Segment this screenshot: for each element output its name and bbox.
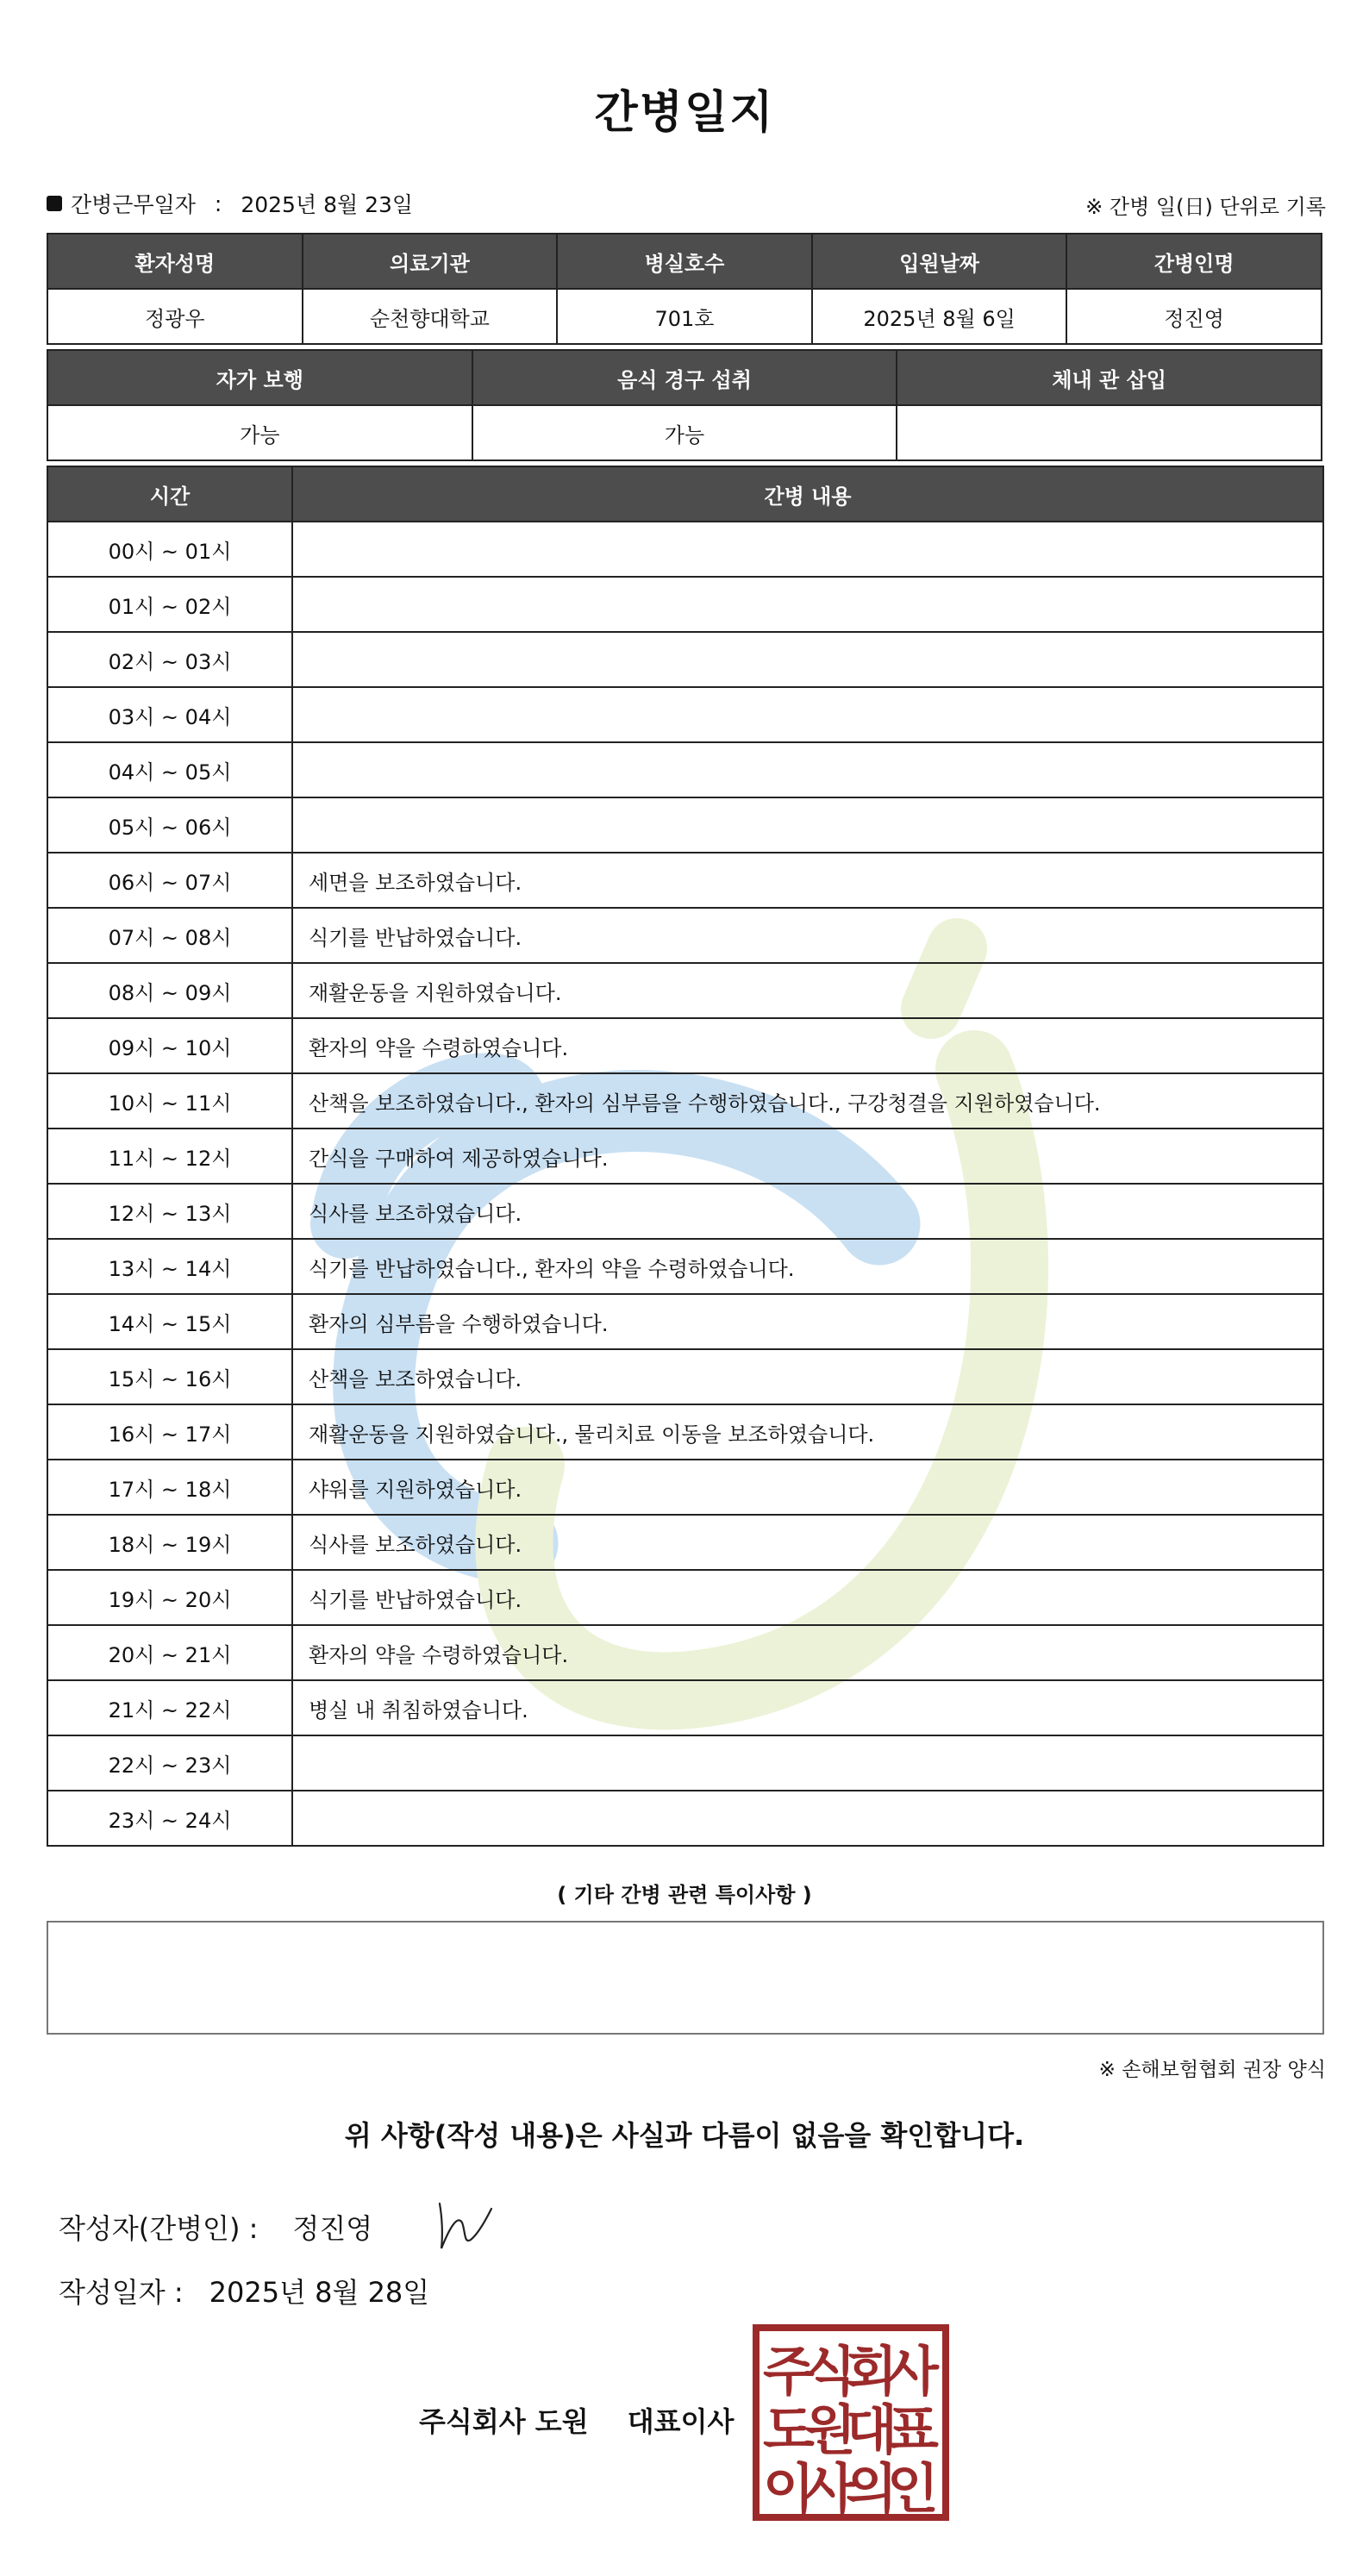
header-time: 시간 <box>47 466 292 522</box>
care-content <box>292 577 1323 632</box>
confirmation-statement: 위 사항(작성 내용)은 사실과 다름이 없음을 확인합니다. <box>344 2119 1025 2152</box>
time-slot: 09시 ~ 10시 <box>47 1018 292 1073</box>
svg-text:원: 원 <box>804 2398 856 2461</box>
table-row <box>47 1073 1323 1129</box>
institution: 순천향대학교 <box>303 289 558 344</box>
care-content: 산책을 보조하였습니다. <box>292 1349 1323 1404</box>
oral-intake-value: 가능 <box>472 405 897 460</box>
signature <box>431 2197 509 2257</box>
time-slot: 01시 ~ 02시 <box>47 577 292 632</box>
room-number: 701호 <box>557 289 812 344</box>
header-care-content: 간병 내용 <box>292 466 1323 522</box>
page-title: 간병일지 <box>594 87 775 139</box>
table-row <box>47 522 1323 577</box>
notes-box <box>47 1921 1324 2035</box>
svg-text:사: 사 <box>804 2457 856 2520</box>
table-row <box>47 1184 1323 1239</box>
care-content: 산책을 보조하였습니다., 환자의 심부름을 수행하였습니다., 구강청결을 지원하였습니다. <box>292 1073 1323 1129</box>
time-slot: 12시 ~ 13시 <box>47 1184 292 1239</box>
table-row <box>47 1349 1323 1404</box>
time-slot: 07시 ~ 08시 <box>47 908 292 963</box>
self-walking-value: 가능 <box>47 405 472 460</box>
header-self-walking: 자가 보행 <box>47 350 472 405</box>
time-slot: 10시 ~ 11시 <box>47 1073 292 1129</box>
table-row <box>47 1404 1323 1460</box>
care-content: 세면을 보조하였습니다. <box>292 853 1323 908</box>
svg-text:표: 표 <box>887 2398 939 2461</box>
table-row <box>47 687 1323 742</box>
time-slot: 06시 ~ 07시 <box>47 853 292 908</box>
care-content <box>292 742 1323 797</box>
header-oral-intake: 음식 경구 섭취 <box>472 350 897 405</box>
care-content <box>292 797 1323 853</box>
header-tube-insertion: 체내 관 삽입 <box>897 350 1322 405</box>
header-institution: 의료기관 <box>303 234 558 289</box>
time-slot: 14시 ~ 15시 <box>47 1294 292 1349</box>
admission-date: 2025년 8월 6일 <box>812 289 1067 344</box>
caregiver-name: 정진영 <box>1066 289 1322 344</box>
care-content <box>292 1791 1323 1846</box>
time-slot: 16시 ~ 17시 <box>47 1404 292 1460</box>
time-slot: 13시 ~ 14시 <box>47 1239 292 1294</box>
time-slot: 17시 ~ 18시 <box>47 1460 292 1515</box>
write-date-line <box>59 2271 429 2310</box>
svg-text:주: 주 <box>763 2340 815 2403</box>
time-slot: 03시 ~ 04시 <box>47 687 292 742</box>
table-row <box>47 908 1323 963</box>
table-row <box>47 632 1323 687</box>
ceo-title: 대표이사 <box>627 2405 735 2438</box>
table-row <box>47 1680 1323 1735</box>
time-slot: 05시 ~ 06시 <box>47 797 292 853</box>
care-content: 식기를 반납하였습니다., 환자의 약을 수령하였습니다. <box>292 1239 1323 1294</box>
company-name: 주식회사 도원 <box>419 2405 589 2438</box>
time-slot: 23시 ~ 24시 <box>47 1791 292 1846</box>
svg-text:이: 이 <box>763 2457 815 2520</box>
bullet-square-icon <box>47 196 62 211</box>
care-content: 병실 내 취침하였습니다. <box>292 1680 1323 1735</box>
time-slot: 04시 ~ 05시 <box>47 742 292 797</box>
care-content: 식사를 보조하였습니다. <box>292 1515 1323 1570</box>
svg-text:사: 사 <box>887 2340 939 2403</box>
table-row <box>47 1239 1323 1294</box>
time-slot: 11시 ~ 12시 <box>47 1129 292 1184</box>
table-row <box>47 1018 1323 1073</box>
time-slot: 18시 ~ 19시 <box>47 1515 292 1570</box>
header-patient-name: 환자성명 <box>47 234 303 289</box>
care-log-table <box>47 466 1324 1847</box>
time-slot: 00시 ~ 01시 <box>47 522 292 577</box>
work-date-label: 간병근무일자 <box>71 192 196 217</box>
patient-info-table <box>47 233 1322 345</box>
care-content: 샤워를 지원하였습니다. <box>292 1460 1323 1515</box>
write-date-label: 작성일자 : <box>59 2276 184 2309</box>
notes-title: ( 기타 간병 관련 특이사항 ) <box>557 1883 812 1907</box>
svg-text:인: 인 <box>887 2457 939 2520</box>
patient-name: 정광우 <box>47 289 303 344</box>
table-row <box>47 797 1323 853</box>
form-footnote: ※ 손해보험협회 권장 양식 <box>1098 2059 1326 2081</box>
care-content <box>292 632 1323 687</box>
table-row <box>47 1625 1323 1680</box>
writer-line <box>59 2207 372 2247</box>
table-row <box>47 1129 1323 1184</box>
time-slot: 02시 ~ 03시 <box>47 632 292 687</box>
care-content: 식사를 보조하였습니다. <box>292 1184 1323 1239</box>
table-row <box>47 1791 1323 1846</box>
time-slot: 19시 ~ 20시 <box>47 1570 292 1625</box>
table-row <box>47 853 1323 908</box>
work-date <box>47 188 413 219</box>
table-row <box>47 1735 1323 1791</box>
work-date-value: 2025년 8월 23일 <box>241 192 414 217</box>
write-date-value: 2025년 8월 28일 <box>209 2276 430 2309</box>
header-caregiver-name: 간병인명 <box>1066 234 1322 289</box>
care-content: 재활운동을 지원하였습니다. <box>292 963 1323 1018</box>
time-slot: 22시 ~ 23시 <box>47 1735 292 1791</box>
header-admission-date: 입원날짜 <box>812 234 1067 289</box>
care-content: 환자의 약을 수령하였습니다. <box>292 1018 1323 1073</box>
time-slot: 15시 ~ 16시 <box>47 1349 292 1404</box>
care-content: 환자의 심부름을 수행하였습니다. <box>292 1294 1323 1349</box>
svg-text:회: 회 <box>846 2340 897 2403</box>
writer-label: 작성자(간병인) : <box>59 2212 259 2245</box>
svg-text:도: 도 <box>763 2398 815 2461</box>
table-row <box>47 1570 1323 1625</box>
tube-insertion-value <box>897 405 1322 460</box>
header-room: 병실호수 <box>557 234 812 289</box>
svg-text:식: 식 <box>804 2340 856 2403</box>
care-content <box>292 1735 1323 1791</box>
care-content: 환자의 약을 수령하였습니다. <box>292 1625 1323 1680</box>
patient-condition-table <box>47 349 1322 461</box>
time-slot: 20시 ~ 21시 <box>47 1625 292 1680</box>
writer-name: 정진영 <box>292 2212 373 2245</box>
care-content <box>292 687 1323 742</box>
svg-text:의: 의 <box>846 2457 897 2520</box>
care-content: 식기를 반납하였습니다. <box>292 908 1323 963</box>
table-row <box>47 742 1323 797</box>
care-content: 식기를 반납하였습니다. <box>292 1570 1323 1625</box>
care-content: 재활운동을 지원하였습니다., 물리치료 이동을 보조하였습니다. <box>292 1404 1323 1460</box>
table-row <box>47 1294 1323 1349</box>
work-date-colon: : <box>214 191 222 216</box>
company-seal <box>753 2324 949 2521</box>
table-row <box>47 963 1323 1018</box>
table-row <box>47 1460 1323 1515</box>
time-slot: 21시 ~ 22시 <box>47 1680 292 1735</box>
table-row <box>47 1515 1323 1570</box>
table-row <box>47 577 1323 632</box>
care-content <box>292 522 1323 577</box>
company-line <box>419 2400 734 2440</box>
time-slot: 08시 ~ 09시 <box>47 963 292 1018</box>
svg-text:대: 대 <box>846 2398 897 2461</box>
record-note: ※ 간병 일(日) 단위로 기록 <box>1085 195 1326 219</box>
care-content: 간식을 구매하여 제공하였습니다. <box>292 1129 1323 1184</box>
